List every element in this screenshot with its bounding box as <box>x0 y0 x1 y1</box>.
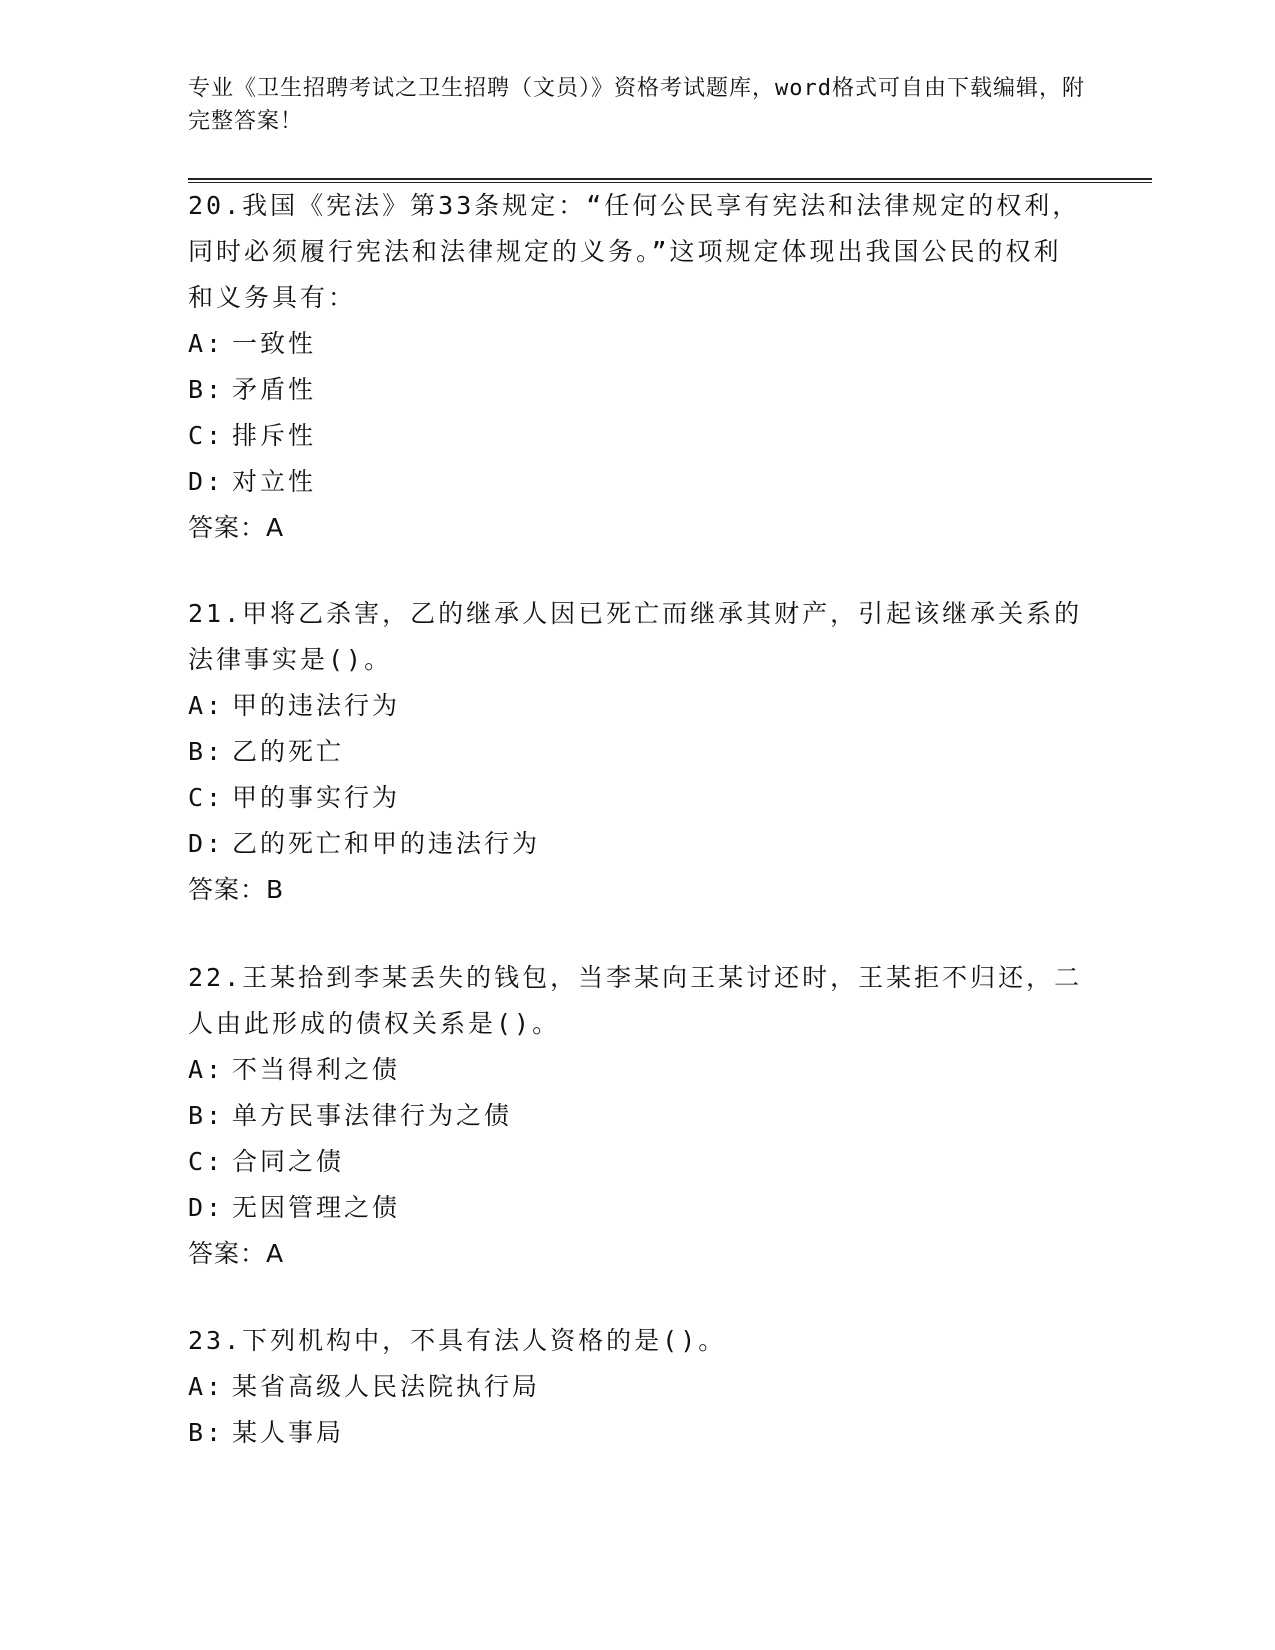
question-text: 22.王某拾到李某丢失的钱包，当李某向王某讨还时，王某拒不归还，二人由此形成的债权关系是()。 <box>188 963 1083 1038</box>
option-text: 排斥性 <box>232 421 317 450</box>
option-key: C: <box>188 421 225 450</box>
option-key: B: <box>188 1418 225 1447</box>
option-a <box>188 1047 1088 1093</box>
option-text: 某人事局 <box>232 1418 345 1447</box>
option-a <box>188 1364 1088 1410</box>
question-text: 20.我国《宪法》第33条规定：“任何公民享有宪法和法律规定的权利，同时必须履行宪法和法律规定的义务。”这项规定体现出我国公民的权利和义务具有： <box>188 191 1081 312</box>
option-text: 一致性 <box>232 329 317 358</box>
option-key: D: <box>188 829 225 858</box>
question-20 <box>188 183 1088 551</box>
option-b <box>188 1410 1088 1456</box>
option-text: 乙的死亡 <box>232 737 345 766</box>
document-header: 专业《卫生招聘考试之卫生招聘（文员）》资格考试题库，word格式可自由下载编辑，附完整答案！ <box>188 76 1085 134</box>
option-c <box>188 413 1088 459</box>
question-22 <box>188 955 1088 1277</box>
option-text: 合同之债 <box>232 1147 345 1176</box>
answer-line: 答案：B <box>188 875 285 904</box>
option-d <box>188 459 1088 505</box>
question-text: 23.下列机构中，不具有法人资格的是()。 <box>188 1326 727 1355</box>
option-b <box>188 1093 1088 1139</box>
option-key: C: <box>188 1147 225 1176</box>
option-b <box>188 367 1088 413</box>
option-a <box>188 683 1088 729</box>
option-text: 对立性 <box>232 467 317 496</box>
option-d <box>188 821 1088 867</box>
answer-line: 答案：A <box>188 513 285 542</box>
question-23 <box>188 1318 1088 1456</box>
option-c <box>188 1139 1088 1185</box>
option-text: 乙的死亡和甲的违法行为 <box>232 829 541 858</box>
option-text: 甲的违法行为 <box>232 691 401 720</box>
question-21 <box>188 591 1088 913</box>
option-key: B: <box>188 375 225 404</box>
option-key: A: <box>188 329 225 358</box>
option-key: A: <box>188 691 225 720</box>
option-key: D: <box>188 467 225 496</box>
question-text: 21.甲将乙杀害，乙的继承人因已死亡而继承其财产，引起该继承关系的法律事实是()。 <box>188 599 1083 674</box>
option-key: D: <box>188 1193 225 1222</box>
option-text: 无因管理之债 <box>232 1193 401 1222</box>
answer-line: 答案：A <box>188 1239 285 1268</box>
option-text: 甲的事实行为 <box>232 783 401 812</box>
option-a <box>188 321 1088 367</box>
option-text: 单方民事法律行为之债 <box>232 1101 513 1130</box>
option-key: B: <box>188 1101 225 1130</box>
option-text: 某省高级人民法院执行局 <box>232 1372 541 1401</box>
option-key: C: <box>188 783 225 812</box>
option-key: A: <box>188 1372 225 1401</box>
option-key: B: <box>188 737 225 766</box>
option-c <box>188 775 1088 821</box>
option-text: 矛盾性 <box>232 375 317 404</box>
option-b <box>188 729 1088 775</box>
option-text: 不当得利之债 <box>232 1055 401 1084</box>
option-key: A: <box>188 1055 225 1084</box>
option-d <box>188 1185 1088 1231</box>
